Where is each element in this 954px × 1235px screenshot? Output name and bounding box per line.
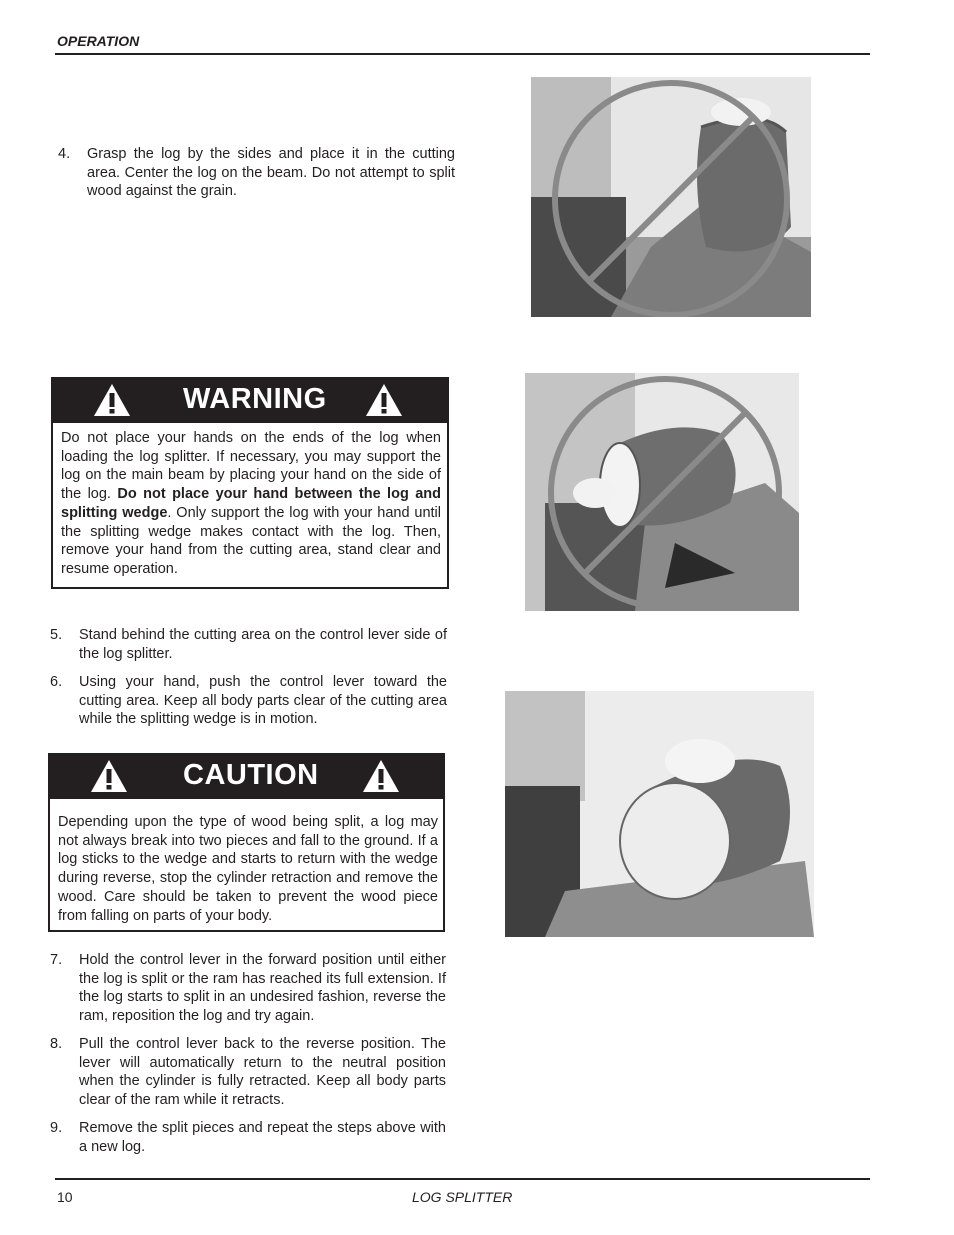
step-number: 8. [50, 1036, 63, 1052]
caution-title: CAUTION [183, 759, 319, 791]
warning-emphasis: Do not place your hand between the log and splitting wedge [61, 486, 441, 521]
step-text: Grasp the log by the sides and place it in the cutting area. Center the log on the beam. Do not attempt to split wood against the grain. [87, 146, 455, 200]
footer-rule [55, 1178, 870, 1180]
step-7 [50, 951, 446, 1027]
warning-triangle-icon [90, 759, 128, 793]
photo-correct-hand-placement [505, 691, 814, 937]
step-4 [58, 145, 455, 205]
section-header: OPERATION [57, 33, 140, 49]
warning-text: Do not place your hands on the ends of the log when loading the log splitter. If necessary, you may support the log on the main beam by placing your hand on the side of the log. Do not place your hand between the log and splitting wedge. Only support the log with your hand until the splitting wedge makes contact with the log. Then, remove your hand from the cutting area, stand clear and resume operation. [61, 430, 442, 577]
warning-triangle-icon [365, 383, 403, 417]
header-rule [55, 53, 870, 55]
warning-triangle-icon [362, 759, 400, 793]
caution-box [48, 753, 445, 932]
step-text: Stand behind the cutting area on the control lever side of the log splitter. [79, 627, 447, 662]
photo-hand-on-log-end-prohibited [525, 373, 799, 611]
step-number: 4. [58, 146, 71, 162]
step-number: 9. [50, 1120, 63, 1136]
step-text: Pull the control lever back to the reverse position. The lever will automatically return to the neutral position when the cylinder is fully retracted. Keep all body parts clear of the ram while it retracts. [79, 1036, 446, 1108]
step-5 [50, 626, 447, 666]
warning-triangle-icon [93, 383, 131, 417]
warning-header [53, 379, 447, 423]
footer-product-name: LOG SPLITTER [412, 1189, 513, 1205]
step-6 [50, 673, 447, 733]
step-number: 6. [50, 674, 63, 690]
step-text: Hold the control lever in the forward position until either the log is split or the ram has reached its full extension. If the log starts to split in an undesired fashion, reverse the ram, reposition the log and try again. [79, 952, 446, 1024]
warning-box [51, 377, 449, 589]
photo-grasp-log-prohibited [531, 77, 811, 317]
step-number: 5. [50, 627, 63, 643]
page-number: 10 [57, 1189, 73, 1205]
caution-header [50, 755, 443, 799]
step-text: Remove the split pieces and repeat the steps above with a new log. [79, 1120, 446, 1155]
step-text: Using your hand, push the control lever toward the cutting area. Keep all body parts clear of the cutting area while the splitting wedge is in motion. [79, 674, 447, 728]
step-9 [50, 1119, 446, 1159]
step-8 [50, 1035, 446, 1111]
step-number: 7. [50, 952, 63, 968]
warning-title: WARNING [183, 383, 327, 415]
caution-text: Depending upon the type of wood being split, a log may not always break into two pieces and fall to the ground. If a log sticks to the wedge and starts to return with the wedge during reverse, stop the cylinder retraction and remove the wood. Care should be taken to prevent the wood piece from falling on parts of your body. [58, 814, 438, 924]
